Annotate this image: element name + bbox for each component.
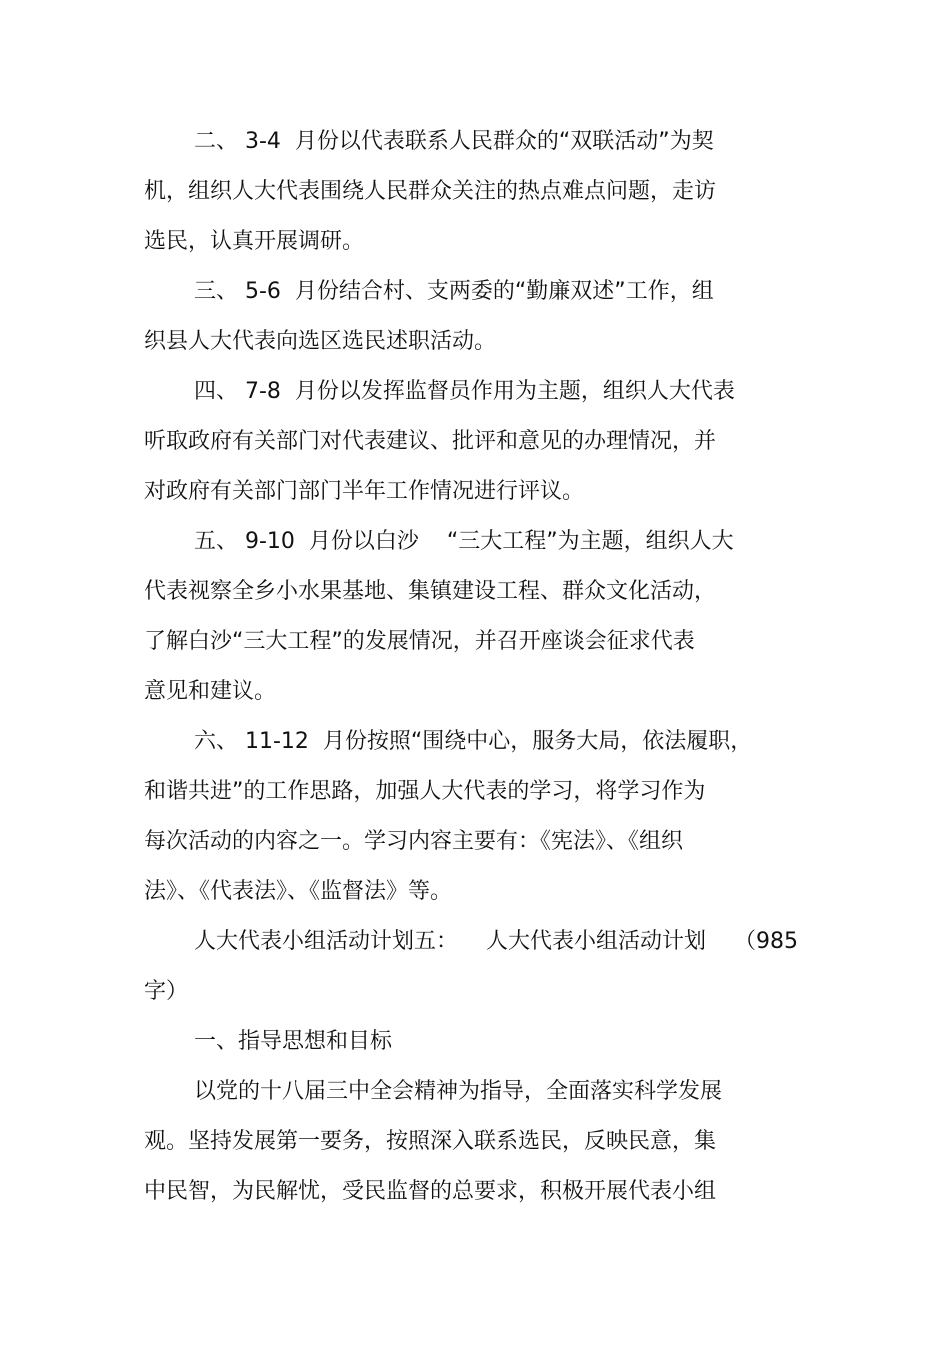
paragraph-line: 机，组织人大代表围绕人民群众关注的热点难点问题，走访 <box>144 179 717 204</box>
paragraph-line: 观。坚持发展第一要务，按照深入联系选民，反映民意，集 <box>144 1129 717 1154</box>
section-title-line: 人大代表小组活动计划五： 人大代表小组活动计划 （985 <box>194 929 798 954</box>
paragraph-line: 和谐共进”的工作思路，加强人大代表的学习，将学习作为 <box>144 779 706 804</box>
paragraph-line: 代表视察全乡小水果基地、集镇建设工程、群众文化活动， <box>144 579 717 604</box>
paragraph-line: 四、 7-8 月份以发挥监督员作用为主题，组织人大代表 <box>194 379 735 404</box>
heading-line: 一、指导思想和目标 <box>194 1029 393 1054</box>
paragraph-line: 听取政府有关部门对代表建议、批评和意见的办理情况，并 <box>144 429 717 454</box>
paragraph-line: 中民智，为民解忧，受民监督的总要求，积极开展代表小组 <box>144 1179 717 1204</box>
paragraph-line: 对政府有关部门部门半年工作情况进行评议。 <box>144 479 585 504</box>
paragraph-line: 三、 5-6 月份结合村、支两委的“勤廉双述”工作，组 <box>194 279 714 304</box>
section-title-line: 字） <box>144 979 189 1004</box>
paragraph-line: 二、 3-4 月份以代表联系人民群众的“双联活动”为契 <box>194 129 714 154</box>
paragraph-line: 六、 11-12 月份按照“围绕中心，服务大局，依法履职， <box>194 729 753 754</box>
paragraph-line: 以党的十八届三中全会精神为指导，全面落实科学发展 <box>194 1079 723 1104</box>
paragraph-line: 织县人大代表向选区选民述职活动。 <box>144 329 497 354</box>
paragraph-line: 了解白沙“三大工程”的发展情况，并召开座谈会征求代表 <box>144 629 695 654</box>
paragraph-line: 选民，认真开展调研。 <box>144 229 365 254</box>
paragraph-line: 五、 9-10 月份以白沙 “三大工程”为主题，组织人大 <box>194 529 734 554</box>
paragraph-line: 意见和建议。 <box>144 679 277 704</box>
paragraph-line: 每次活动的内容之一。学习内容主要有：《宪法》、《组织 <box>144 829 684 854</box>
paragraph-line: 法》、《代表法》、《监督法》等。 <box>144 879 453 904</box>
